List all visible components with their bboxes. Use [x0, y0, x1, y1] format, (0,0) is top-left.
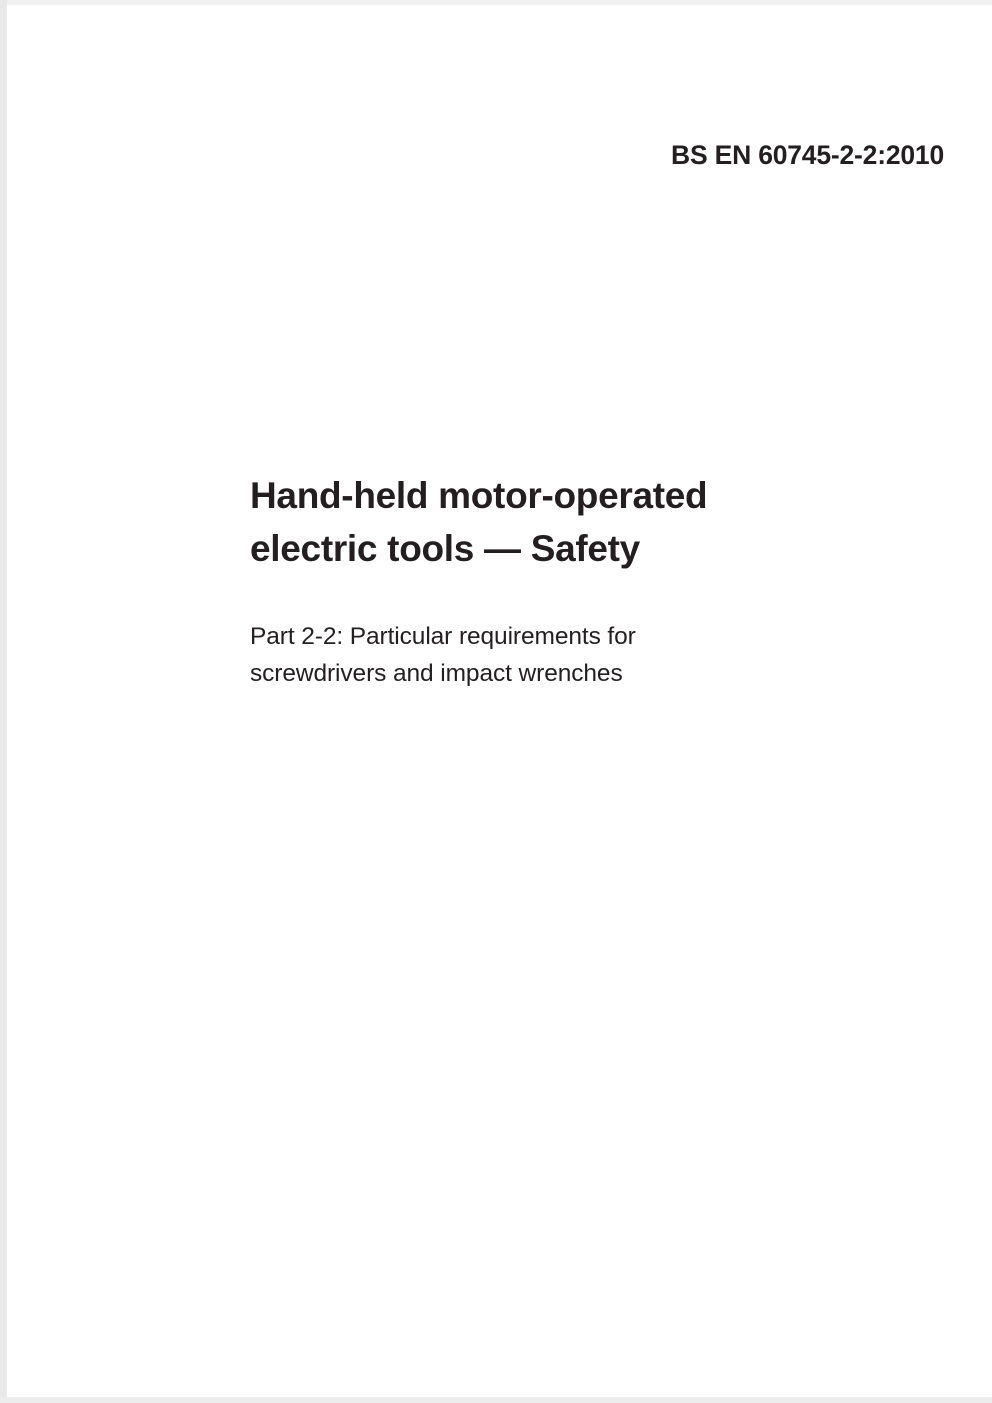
page-subtitle-line-1: Part 2-2: Particular requirements for	[250, 623, 636, 651]
page-title	[250, 470, 870, 575]
page-edge-bottom	[0, 1397, 992, 1403]
page-title-line-2: electric tools — Safety	[250, 527, 640, 569]
standard-number: BS EN 60745-2-2:2010	[671, 140, 944, 170]
title-block	[250, 470, 870, 693]
page-edge-left	[0, 0, 7, 1403]
page-subtitle	[250, 575, 870, 693]
page-edge-top	[0, 0, 992, 5]
page-title-line-1: Hand-held motor-operated	[250, 475, 708, 516]
page-subtitle-line-2: screwdrivers and impact wrenches	[250, 659, 623, 687]
